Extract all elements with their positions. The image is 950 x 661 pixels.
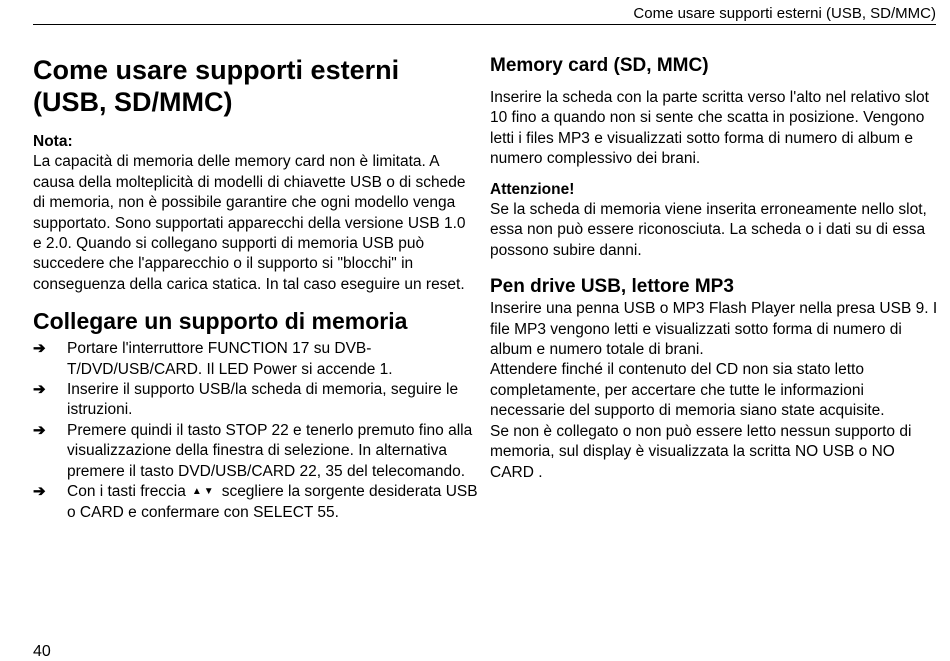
- step-item: [33, 421, 478, 482]
- attention-label: Attenzione!: [490, 180, 575, 198]
- step-item: [33, 380, 478, 421]
- arrow-right-icon: ➔: [33, 483, 46, 501]
- memory-card-heading: Memory card (SD, MMC): [490, 55, 709, 76]
- header-divider: [33, 24, 936, 25]
- attention-text: Se la scheda di memoria viene inserita erroneamente nello slot, essa non può essere riconosciuta. La scheda o i dati su di essa possono subire danni.: [490, 201, 927, 259]
- step-text-before: Con i tasti freccia: [67, 483, 186, 501]
- arrow-right-icon: ➔: [33, 421, 46, 439]
- up-down-arrows-icon: ▲▼: [191, 486, 216, 498]
- page-number: 40: [33, 643, 51, 660]
- pen-drive-text-2: Attendere finché il contenuto del CD non sia stato letto completamente, per accertare che tutte le informazioni necessarie del supporto di memoria siano state acquisite.: [490, 361, 885, 420]
- step-text: Inserire il supporto USB/la scheda di memoria, seguire le istruzioni.: [67, 381, 459, 419]
- page-title: [33, 54, 478, 118]
- page-title-line2: (USB, SD/MMC): [33, 87, 233, 117]
- steps-list: [33, 339, 478, 523]
- arrow-right-icon: ➔: [33, 381, 46, 399]
- note-text: La capacità di memoria delle memory card non è limitata. A causa della molteplicità di modelli di chiavette USB o di schede di memoria, non è possibile garantire che ogni modello venga supportato. Sono supportati apparecchi della versione USB 1.0 e 2.0. Quando si collegano supporti di memoria USB può succedere che l'apparecchio o il supporto si "blocchi" in conseguenza della carica statica. In tal caso eseguire un reset.: [33, 153, 466, 293]
- right-column: [490, 54, 938, 483]
- memory-card-text: Inserire la scheda con la parte scritta verso l'alto nel relativo slot 10 fino a quando non si sente che scatta in posizione. Vengono letti i files MP3 e visualizzati sotto forma di numero di album e numero complessivo dei brani.: [490, 89, 929, 168]
- arrow-right-icon: ➔: [33, 340, 46, 358]
- pen-drive-text-1: Inserire una penna USB o MP3 Flash Player nella presa USB 9. I file MP3 vengono letti e visualizzati sotto forma di numero di album e numero totale di brani.: [490, 300, 938, 359]
- step-item: [33, 339, 478, 380]
- pen-drive-text-3: Se non è collegato o non può essere letto nessun supporto di memoria, sul display è visualizzata la scritta NO USB o NO CARD .: [490, 422, 912, 481]
- note-label: Nota:: [33, 133, 73, 150]
- step-item: [33, 482, 478, 523]
- step-text: Premere quindi il tasto STOP 22 e tenerlo premuto fino alla visualizzazione della finestra di selezione. In alternativa premere il tasto DVD/USB/CARD 22, 35 del telecomando.: [67, 421, 473, 480]
- running-header: Come usare supporti esterni (USB, SD/MMC): [633, 5, 936, 22]
- step-text-after: scegliere la sorgente desiderata USB o CARD e confermare con SELECT 55.: [67, 483, 478, 521]
- connect-heading: Collegare un supporto di memoria: [33, 308, 408, 335]
- left-column: [33, 54, 478, 523]
- page-title-line1: Come usare supporti esterni: [33, 55, 400, 85]
- step-text: Portare l'interruttore FUNCTION 17 su DVB-T/DVD/USB/CARD. Il LED Power si accende 1.: [67, 340, 393, 378]
- pen-drive-heading: Pen drive USB, lettore MP3: [490, 276, 734, 298]
